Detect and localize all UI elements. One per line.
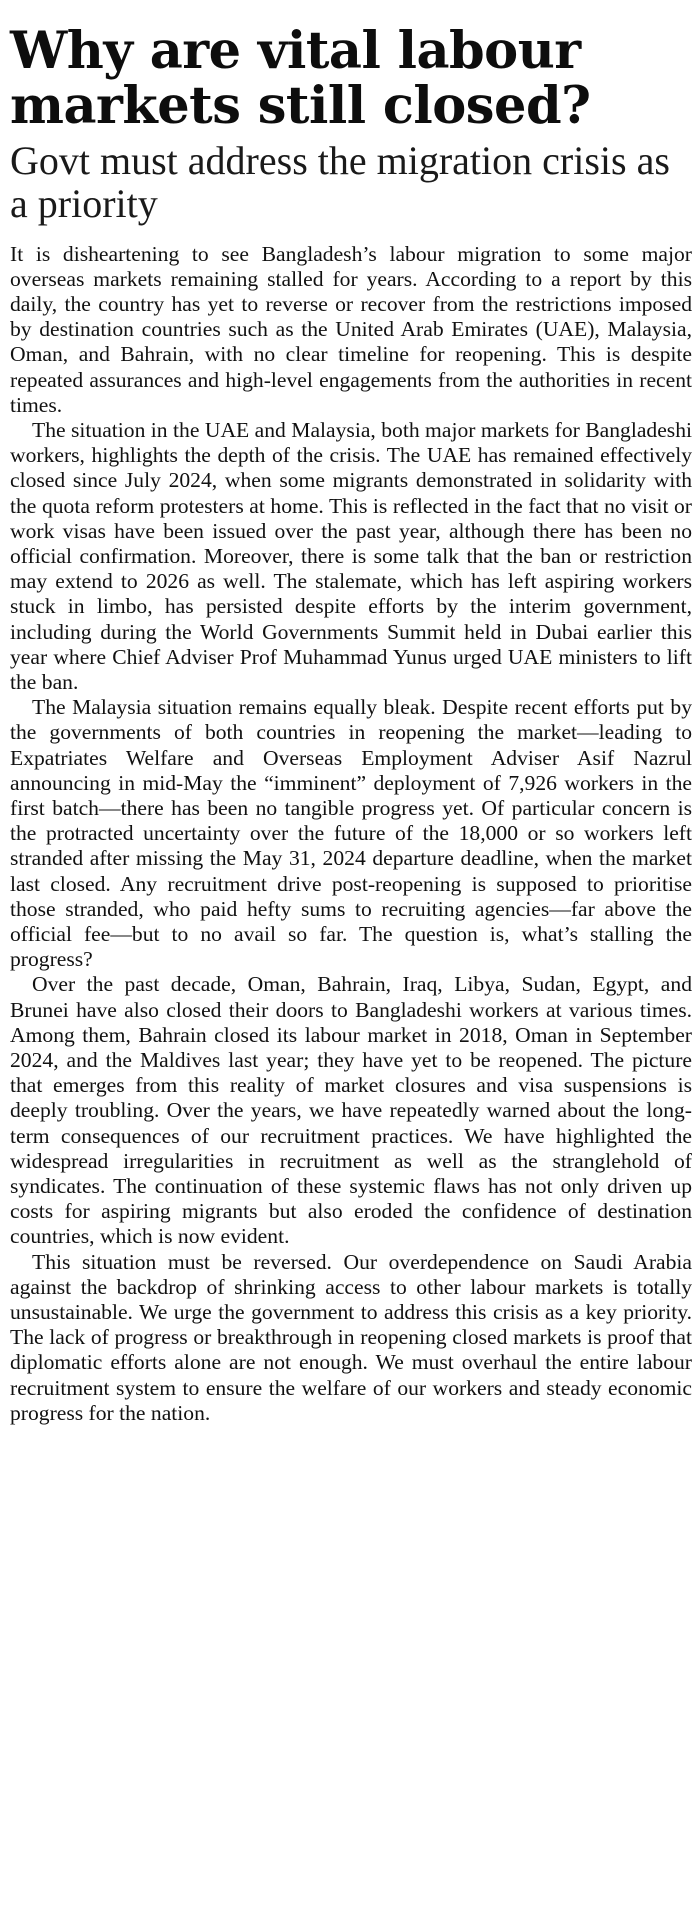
paragraph: Over the past decade, Oman, Bahrain, Iraq, Libya, Sudan, Egypt, and Brunei have also closed their doors to Bangladeshi workers at various times. Among them, Bahrain closed its labour market in 2018, Oman in September 2024, and the Maldives last year; they have yet to be reopened. The picture that emerges from this reality of market closures and visa suspensions is deeply troubling. Over the years, we have repeatedly warned about the long-term consequences of our recruitment practices. We have highlighted the widespread irregularities in recruitment as well as the stranglehold of syndicates. The continuation of these systemic flaws has not only driven up costs for aspiring migrants but also eroded the confidence of destination countries, which is now evident. xyxy=(10,972,692,1249)
paragraph: The Malaysia situation remains equally bleak. Despite recent efforts put by the governments of both countries in reopening the market—leading to Expatriates Welfare and Overseas Employment Adviser Asif Nazrul announcing in mid-May the “imminent” deployment of 7,926 workers in the first batch—there has been no tangible progress yet. Of particular concern is the protracted uncertainty over the future of the 18,000 or so workers left stranded after missing the May 31, 2024 departure deadline, when the market last closed. Any recruitment drive post-reopening is supposed to prioritise those stranded, who paid hefty sums to recruiting agencies—far above the official fee—but to no avail so far. The question is, what’s stalling the progress? xyxy=(10,695,692,972)
paragraph: The situation in the UAE and Malaysia, both major markets for Bangladeshi workers, highlights the depth of the crisis. The UAE has remained effectively closed since July 2024, when some migrants demonstrated in solidarity with the quota reform protesters at home. This is reflected in the fact that no visit or work visas have been issued over the past year, although there has been no official confirmation. Moreover, there is some talk that the ban or restriction may extend to 2026 as well. The stalemate, which has left aspiring workers stuck in limbo, has persisted despite efforts by the interim government, including during the World Governments Summit held in Dubai earlier this year where Chief Adviser Prof Muhammad Yunus urged UAE ministers to lift the ban. xyxy=(10,417,692,694)
paragraph: This situation must be reversed. Our overdependence on Saudi Arabia against the backdrop of shrinking access to other labour markets is totally unsustainable. We urge the government to address this crisis as a key priority. The lack of progress or breakthrough in reopening closed markets is proof that diplomatic efforts alone are not enough. We must overhaul the entire labour recruitment system to ensure the welfare of our workers and steady economic progress for the nation. xyxy=(10,1249,692,1425)
paragraph: It is disheartening to see Bangladesh’s labour migration to some major overseas markets remaining stalled for years. According to a report by this daily, the country has yet to reverse or recover from the restrictions imposed by destination countries such as the United Arab Emirates (UAE), Malaysia, Oman, and Bahrain, with no clear timeline for reopening. This is despite repeated assurances and high-level engagements from the authorities in recent times. xyxy=(10,241,692,417)
subheadline: Govt must address the migration crisis as a priority xyxy=(10,138,670,227)
article-body xyxy=(10,242,692,1427)
headline: Why are vital labour markets still closed? xyxy=(10,21,591,136)
